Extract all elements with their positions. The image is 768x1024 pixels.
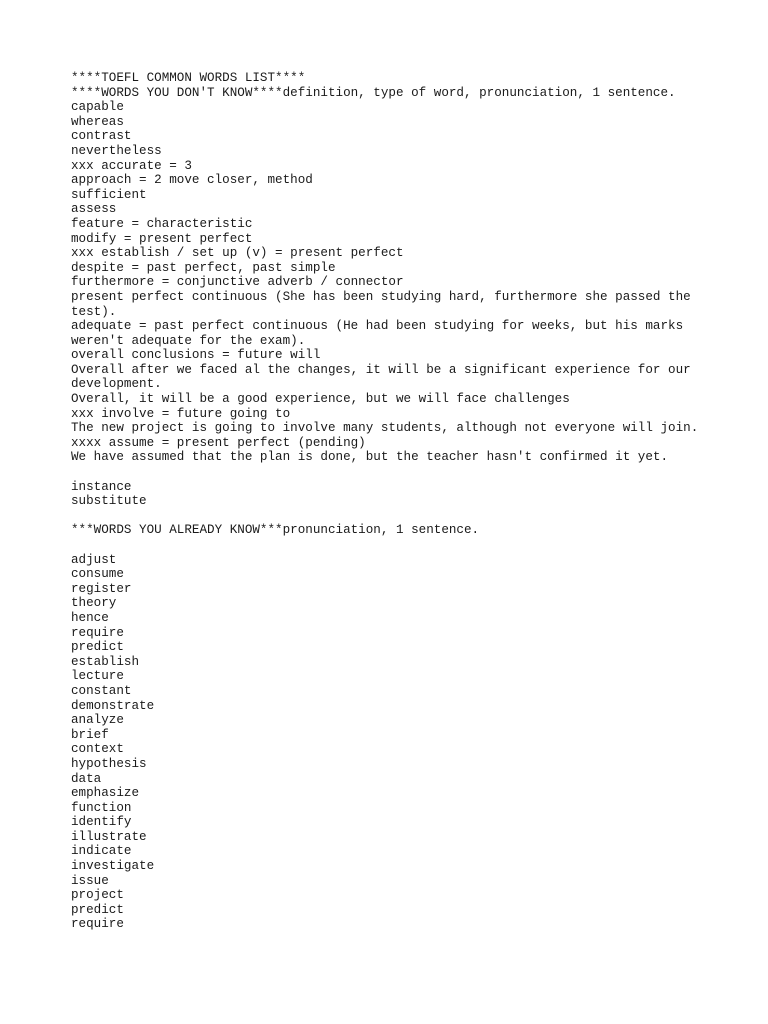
known-words-list — [71, 553, 751, 932]
unknown-word-line: overall conclusions = future will — [71, 348, 321, 363]
known-word-line: function — [71, 800, 132, 815]
known-word-line: emphasize — [71, 786, 140, 801]
known-word-line: establish — [71, 654, 140, 669]
unknown-word-line: approach = 2 move closer, method — [71, 173, 313, 188]
known-word-line: consume — [71, 567, 124, 582]
unknown-word-line: substitute — [71, 494, 147, 509]
unknown-word-line: nevertheless — [71, 143, 162, 158]
known-words-heading: ***WORDS YOU ALREADY KNOW***pronunciation, 1 sentence. — [71, 523, 480, 538]
known-word-line: illustrate — [71, 829, 147, 844]
known-word-line: data — [71, 771, 102, 786]
unknown-word-line: feature = characteristic — [71, 216, 253, 231]
unknown-word-line: xxx accurate = 3 — [71, 158, 192, 173]
unknown-word-line: capable — [71, 100, 124, 115]
unknown-word-line: contrast — [71, 129, 132, 144]
known-word-line: issue — [71, 873, 109, 888]
unknown-word-line: weren't adequate for the exam). — [71, 333, 306, 348]
unknown-word-line: xxx involve = future going to — [71, 406, 291, 421]
spacer — [71, 538, 751, 553]
unknown-words-extra-list — [71, 480, 751, 509]
known-word-line: indicate — [71, 844, 132, 859]
document-title: ****TOEFL COMMON WORDS LIST**** — [71, 71, 306, 85]
unknown-word-line: whereas — [71, 114, 124, 129]
unknown-word-line: present perfect continuous (She has been studying hard, furthermore she passed the — [71, 289, 691, 304]
unknown-word-line: Overall, it will be a good experience, but we will face challenges — [71, 392, 570, 407]
known-word-line: hence — [71, 610, 109, 625]
known-word-line: project — [71, 888, 124, 903]
unknown-word-line: despite = past perfect, past simple — [71, 260, 336, 275]
known-word-line: investigate — [71, 859, 155, 874]
unknown-word-line: xxxx assume = present perfect (pending) — [71, 435, 366, 450]
unknown-word-line: sufficient — [71, 187, 147, 202]
document-page — [71, 71, 751, 932]
known-word-line: analyze — [71, 713, 124, 728]
unknown-word-line: assess — [71, 202, 117, 217]
unknown-word-line: The new project is going to involve many students, although not everyone will join. — [71, 421, 699, 436]
known-word-line: demonstrate — [71, 698, 155, 713]
known-word-line: require — [71, 917, 124, 932]
unknown-word-line: test). — [71, 304, 117, 319]
known-word-line: hypothesis — [71, 756, 147, 771]
known-word-line: context — [71, 742, 124, 757]
known-word-line: predict — [71, 640, 124, 655]
unknown-words-list — [71, 100, 751, 465]
known-word-line: predict — [71, 902, 124, 917]
unknown-word-line: development. — [71, 377, 162, 392]
unknown-word-line: adequate = past perfect continuous (He had been studying for weeks, but his marks — [71, 319, 684, 334]
unknown-words-heading: ****WORDS YOU DON'T KNOW****definition, type of word, pronunciation, 1 sentence. — [71, 85, 676, 100]
spacer — [71, 509, 751, 524]
spacer — [71, 465, 751, 480]
known-word-line: require — [71, 625, 124, 640]
known-word-line: theory — [71, 596, 117, 611]
unknown-word-line: Overall after we faced al the changes, it will be a significant experience for our — [71, 362, 691, 377]
known-word-line: adjust — [71, 552, 117, 567]
known-word-line: identify — [71, 815, 132, 830]
known-word-line: constant — [71, 683, 132, 698]
unknown-word-line: xxx establish / set up (v) = present perfect — [71, 246, 404, 261]
known-word-line: brief — [71, 727, 109, 742]
known-word-line: lecture — [71, 669, 124, 684]
unknown-word-line: We have assumed that the plan is done, but the teacher hasn't confirmed it yet. — [71, 450, 669, 465]
unknown-word-line: modify = present perfect — [71, 231, 253, 246]
unknown-word-line: instance — [71, 479, 132, 494]
unknown-word-line: furthermore = conjunctive adverb / connector — [71, 275, 404, 290]
known-word-line: register — [71, 581, 132, 596]
